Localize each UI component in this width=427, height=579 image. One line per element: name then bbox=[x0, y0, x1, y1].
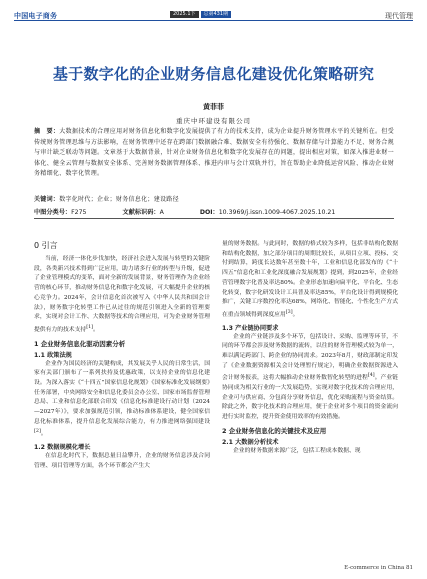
section-name: 现代管理 bbox=[385, 12, 413, 20]
section-1-2-continued: 量的财务数据。与此同时，数据的格式较为多样，包括非结构化数据和结构化数据，加之部分项目的周期比较长，从项目立项、投标、交付到结算，跨度长达数年甚至数十年，工业和信息化部发布的《“十四五”信息化和工业化深度融合发展规划》提到，到2025年，企业经营管理数字化普及率达80%。企业形态加速向扁平化、平台化、生态化转变，数字化研发设计工具普及率达85%，平台化设计得到规模化推广，关键工序数控化率达68%，网络化、智能化、个性化生产方式在重点领域得到深度应用[3]。 bbox=[222, 241, 398, 318]
citation: [3] bbox=[285, 309, 293, 315]
article-metadata bbox=[34, 207, 404, 216]
keywords-label: 关键词： bbox=[34, 196, 60, 203]
abstract-text: 大数据技术的合理应用对财务信息化和数字化发展提供了有力的技术支持，成为企业提升财务管理水平的关键所在。但受传统财务管理思维与方法影响，在财务管理中还存在跨部门数据融合难、数据安全有待强化、数据存储与计算能力不足、财务合规与审计缺乏联动等问题。文章基于大数据背景，针对企业财务信息化和数字化发展存在的问题，提出相应对策，如深入推进业财一体化、健全云管理与数据安全体系、完善财务数据管理体系、推进内审与会计双轨并行，旨在帮助企业降低运营风险、推动企业财务精细化、数字化管理。 bbox=[34, 128, 394, 177]
citation: [1] bbox=[86, 324, 94, 330]
section-1-2-paragraph: 在信息化时代下，数据总量日益攀升，企业的财务信息涉及合同管理、项目管理等方面，各个环节都会产生大 bbox=[34, 453, 210, 469]
citation: [2] bbox=[34, 429, 41, 435]
page-header bbox=[0, 0, 427, 40]
header-divider bbox=[14, 20, 413, 21]
metadata-divider bbox=[34, 218, 394, 219]
doc-code-field: 文献标识码：A bbox=[122, 209, 164, 216]
keywords-text: 数字化时代；企业；财务信息化；建设路径 bbox=[59, 196, 179, 203]
abstract bbox=[34, 127, 394, 180]
section-1-3-heading: 1.3 产业链协同要求 bbox=[222, 324, 279, 332]
section-2-heading: 2 企业财务信息化的关键技术及应用 bbox=[222, 426, 327, 435]
doi-field: DOI：10.3969/j.issn.1009-4067.2025.10.21 bbox=[199, 209, 336, 216]
article-author: 黄菲菲 bbox=[203, 102, 224, 111]
section-2-1-paragraph: 企业的财务数据来源广泛，包括工程成本数据、现 bbox=[233, 447, 361, 454]
section-1-1-heading: 1.1 政策法规 bbox=[34, 351, 72, 359]
clc-field: 中图分类号：F275 bbox=[34, 209, 87, 216]
keywords bbox=[34, 195, 394, 204]
author-affiliation: 重庆中环建设有限公司 bbox=[176, 117, 251, 125]
intro-paragraph: 当前，经济一体化步伐加快，经济社会进入发展与转型的关键阶段，各类新兴技术得到广泛应用，助力诸多行业的转型与升级，促进了企业管理模式的变革，面对全新的发展背景，财务管理作为企业经营的核心环节，推动财务信息化和数字化发展，可大幅提升企业的核心竞争力。2024年，会计信息化首次被写入《中华人民共和国会计法》，财务数字化转型工作已从过往的规范引领进入全新的管理要求，实现对会计工作、大数据等技术的合理应用，可为企业财务管理提供有力的技术支持[1]。 bbox=[34, 256, 210, 333]
article-title: 基于数字化的企业财务信息化建设优化策略研究 bbox=[52, 65, 375, 83]
abstract-label: 摘 要： bbox=[34, 128, 60, 135]
issue-date: 2025.1下 bbox=[170, 11, 199, 18]
page-footer: E-commerce in China 81 bbox=[344, 565, 413, 571]
section-1-heading: 1 企业财务信息化驱动因素分析 bbox=[34, 339, 126, 348]
left-column bbox=[34, 240, 210, 472]
journal-brand: 中国电子商务 bbox=[14, 12, 58, 20]
section-1-2-heading: 1.2 数据规模化增长 bbox=[34, 444, 91, 452]
section-1-1-paragraph: 企业作为国民经济的关键构成，其发展关乎人民的日常生活，国家有关部门颁布了一系列扶持及优惠政策，以支持企业的信息化建设。为深入落实《“十四五”国家信息化规划》《国家标准化发展纲要》任务部署，中央网络安全和信息化委员会办公室、国家市场监督管理总局、工业和信息化部联合印发《信息化标准建设行动计划（2024—2027年）》，要求加强规范引领，推动标准体系建设，健全国家信息化标准体系，提升信息化发展综合能力，有力推进网络强国建设[2]。 bbox=[34, 360, 210, 438]
section-2-1-heading: 2.1 大数据分析技术 bbox=[222, 438, 279, 446]
section-1-3-paragraph: 企业的产业链涉及多个环节，包括设计、采购、监理等环节，不同的环节都会涉及财务数据的流转，以往的财务管理模式较为单一，难以满足跨部门、跨企业的协同需求。2023年8月，财政部制定印发了《企业数据资源相关会计处理暂行规定》，明确企业数据资源进入会计财务报表，这将大幅推动企业财务数智化转型的进程[4]。产业链协同成为相关行业的一大发展趋势，实现对数字化技术的合理应用，企业可与供应商、分包商分享财务信息，优化采购流程与资金结算。除此之外，数字化技术的合理应用，便于企业对多个项目的资金流向进行实时监控，提升资金使用效率的有效措施。 bbox=[222, 333, 398, 421]
issue-number: 总第431期 bbox=[201, 11, 232, 18]
intro-heading: 0 引言 bbox=[34, 241, 58, 250]
right-column bbox=[222, 240, 398, 457]
issue-info bbox=[170, 11, 231, 18]
citation: [4] bbox=[367, 373, 375, 379]
